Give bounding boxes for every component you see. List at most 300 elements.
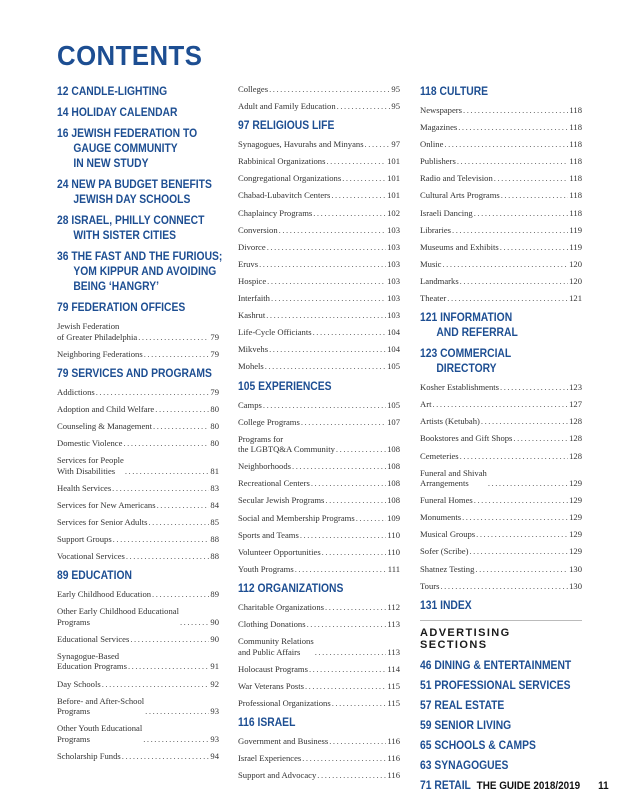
entry-page-number: 104 (387, 344, 400, 355)
advertising-item[interactable] (420, 677, 571, 693)
entry-page-number: 113 (387, 646, 400, 657)
toc-entry[interactable] (238, 344, 400, 355)
entry-page-number: 103 (387, 241, 400, 252)
toc-entry[interactable] (420, 156, 582, 167)
entry-page-number: 80 (210, 420, 219, 431)
entry-page-number: 115 (387, 697, 400, 708)
toc-entry[interactable] (238, 495, 400, 506)
entry-label-line: Bookstores and Gift Shops (420, 433, 513, 444)
toc-entry[interactable] (57, 589, 219, 600)
entry-label-line: Holocaust Programs (238, 663, 308, 674)
advertising-label: SYNAGOGUES (434, 757, 509, 772)
entry-label-line: Israel Experiences (238, 753, 302, 764)
entry-page-number: 118 (569, 190, 582, 201)
entry-label-line: Musical Groups (420, 529, 476, 540)
entry-page-number: 118 (569, 207, 582, 218)
toc-entry[interactable] (238, 664, 400, 675)
toc-entry[interactable] (238, 173, 400, 184)
entry-label-line: Programs for (238, 433, 284, 444)
toc-entry[interactable] (57, 455, 219, 476)
entry-label (238, 208, 312, 219)
toc-entry[interactable] (57, 438, 219, 449)
section-heading[interactable] (57, 568, 196, 583)
dot-leader (462, 512, 568, 523)
section-title-line: EXPERIENCES (258, 378, 332, 393)
dot-leader (266, 310, 386, 321)
dot-leader (475, 564, 568, 575)
dot-leader (102, 679, 210, 690)
toc-entry[interactable] (420, 581, 582, 592)
section-heading[interactable] (57, 365, 212, 381)
entry-label (238, 530, 299, 541)
entry-label (57, 679, 101, 690)
entry-label-line: Adult and Family Education (238, 101, 336, 112)
toc-entry[interactable] (238, 310, 400, 321)
entry-label (238, 770, 316, 781)
dot-leader (112, 483, 209, 494)
section-page-number: 12 (57, 84, 69, 98)
entry-label-line: Cultural Arts Programs (420, 190, 500, 201)
toc-entry[interactable] (57, 651, 219, 672)
dot-leader (513, 433, 568, 444)
toc-entry[interactable] (57, 404, 219, 415)
entry-label (420, 451, 459, 462)
entry-label (57, 634, 129, 645)
entry-label-line: Shatnez Testing (420, 563, 475, 574)
toc-entry[interactable] (420, 433, 582, 444)
entry-label (57, 387, 95, 398)
entry-label-line: Mikvehs (238, 344, 269, 355)
advertising-item[interactable] (420, 718, 559, 733)
entry-label (238, 495, 324, 506)
section-title-line: FEDERATION OFFICES (71, 300, 186, 314)
dot-leader (325, 602, 386, 613)
entry-label (57, 606, 179, 627)
advertising-page-number: 59 (420, 717, 432, 732)
dot-leader (128, 661, 209, 672)
entry-label-line: Government and Business (238, 736, 329, 746)
section-title-line: DIRECTORY (436, 361, 497, 376)
entry-page-number: 108 (387, 495, 400, 506)
dot-leader (295, 564, 387, 575)
entry-label (420, 242, 499, 253)
toc-entry[interactable] (238, 636, 400, 657)
dot-leader (143, 734, 209, 745)
entry-label-line: Life-Cycle Officiants (238, 327, 312, 338)
dot-leader (494, 173, 569, 184)
toc-entry[interactable] (238, 84, 400, 95)
advertising-list (420, 658, 582, 793)
section-title-line: JEWISH FEDERATION TO (71, 126, 198, 140)
toc-entry[interactable] (238, 400, 400, 411)
toc-entry[interactable] (57, 634, 219, 645)
section-heading[interactable] (57, 300, 196, 315)
entry-label (57, 534, 112, 545)
entry-label (57, 438, 122, 449)
dot-leader (138, 332, 209, 343)
section-title-line: ISRAEL, PHILLY CONNECT (71, 213, 205, 227)
advertising-label: RETAIL (434, 777, 471, 792)
toc-entry[interactable] (420, 495, 582, 506)
entry-label (420, 512, 461, 523)
dot-leader (500, 382, 568, 393)
toc-entry[interactable] (420, 546, 582, 557)
entry-label-line: Sports and Teams (238, 529, 299, 540)
toc-entry[interactable] (57, 387, 219, 398)
entry-label-line: Social and Membership Programs (238, 512, 355, 523)
toc-entry[interactable] (420, 416, 582, 427)
toc-entry[interactable] (238, 156, 400, 167)
toc-entry[interactable] (238, 417, 400, 428)
toc-entry[interactable] (420, 382, 582, 393)
entry-label (420, 529, 475, 540)
entry-label (420, 416, 480, 427)
advertising-item[interactable] (420, 758, 559, 773)
toc-entry[interactable] (57, 723, 219, 744)
section-title-line: INDEX (440, 597, 472, 612)
advertising-label: SCHOOLS & CAMPS (434, 737, 536, 752)
toc-entry[interactable] (238, 564, 400, 575)
section-page-number: 36 (57, 249, 69, 263)
entry-label (238, 478, 310, 489)
entry-label-line: Other Early Childhood Educational (57, 606, 179, 617)
toc-entry[interactable] (238, 276, 400, 287)
entry-label-line: Kashrut (238, 310, 266, 321)
toc-column-2 (238, 84, 400, 787)
dot-leader (457, 156, 569, 167)
entry-page-number: 80 (210, 403, 219, 414)
entry-label-line: of Greater Philadelphia (57, 331, 138, 342)
toc-entry[interactable] (238, 619, 400, 630)
toc-entry[interactable] (238, 530, 400, 541)
entry-label-line: Domestic Violence (57, 437, 123, 448)
entry-label-line: Radio and Television (420, 173, 493, 184)
toc-entry[interactable] (238, 101, 400, 112)
entry-page-number: 81 (210, 465, 219, 476)
entry-label-line: Colleges (238, 84, 269, 94)
entry-label-line: Community Relations (238, 636, 314, 647)
entry-page-number: 129 (569, 512, 582, 523)
entry-page-number: 116 (387, 770, 400, 781)
entry-label (238, 327, 312, 338)
entry-page-number: 92 (210, 678, 219, 689)
advertising-page-number: 63 (420, 757, 432, 772)
toc-entry[interactable] (420, 259, 582, 270)
entry-label-line: Synagogue-Based (57, 650, 120, 661)
toc-entry[interactable] (57, 534, 219, 545)
toc-entry[interactable] (420, 564, 582, 575)
entry-label-line: Monuments (420, 512, 462, 523)
dot-leader (292, 461, 386, 472)
entry-page-number: 107 (387, 416, 400, 427)
toc-entry[interactable] (57, 483, 219, 494)
advertising-item[interactable] (420, 738, 559, 753)
section-heading[interactable] (238, 581, 377, 596)
section-heading[interactable] (57, 213, 205, 243)
entry-label-line: Secular Jewish Programs (238, 495, 325, 506)
entry-label (57, 651, 127, 672)
entry-label (238, 101, 336, 112)
toc-entry[interactable] (238, 513, 400, 524)
dot-leader (325, 495, 386, 506)
entry-page-number: 79 (210, 331, 219, 342)
entry-label-line: Services for People (57, 455, 124, 466)
toc-entry[interactable] (57, 500, 219, 511)
advertising-page-number: 57 (420, 697, 432, 712)
entry-page-number: 105 (387, 399, 400, 410)
entry-label-line: Artists (Ketubah) (420, 416, 480, 427)
toc-entry[interactable] (57, 517, 219, 528)
entry-page-number: 110 (387, 529, 400, 540)
section-page-number: 16 (57, 126, 69, 140)
entry-page-number: 114 (387, 663, 400, 674)
toc-entry[interactable] (57, 606, 219, 627)
entry-page-number: 104 (387, 327, 400, 338)
toc-column-3-list (420, 84, 582, 613)
entry-page-number: 116 (387, 736, 400, 746)
entry-page-number: 95 (391, 84, 400, 94)
toc-entry[interactable] (420, 173, 582, 184)
toc-entry[interactable] (420, 512, 582, 523)
section-heading[interactable] (57, 177, 212, 207)
toc-entry[interactable] (238, 770, 400, 781)
entry-label (420, 139, 443, 150)
entry-label-line: Charitable Organizations (238, 601, 324, 612)
entry-page-number: 129 (569, 529, 582, 540)
entry-label (420, 293, 446, 304)
section-heading[interactable] (420, 346, 559, 376)
section-page-number: 112 (238, 580, 255, 595)
entry-label-line: Chabad-Lubavitch Centers (238, 190, 331, 201)
section-heading[interactable] (57, 249, 223, 294)
dot-leader (279, 225, 386, 236)
advertising-page-number: 46 (420, 657, 432, 672)
section-page-number: 79 (57, 365, 69, 380)
entry-label-line: the LGBTQ&A Community (238, 444, 335, 455)
dot-leader (126, 551, 210, 562)
entry-label (420, 208, 473, 219)
toc-entry[interactable] (238, 736, 400, 747)
entry-label (238, 513, 355, 524)
toc-entry[interactable] (420, 122, 582, 133)
toc-entry[interactable] (57, 321, 219, 342)
entry-page-number: 115 (387, 680, 400, 691)
section-page-number: 123 (420, 346, 438, 361)
section-title-line: AND REFERRAL (436, 325, 518, 340)
toc-entry[interactable] (238, 242, 400, 253)
toc-entry[interactable] (420, 468, 582, 489)
toc-entry[interactable] (238, 681, 400, 692)
toc-entry[interactable] (57, 551, 219, 562)
dot-leader (460, 276, 568, 287)
entry-label-line: Sofer (Scribe) (420, 546, 469, 557)
toc-entry[interactable] (420, 276, 582, 287)
toc-entry[interactable] (238, 698, 400, 709)
entry-label-line: Eruvs (238, 258, 259, 269)
entry-label-line: Services for Senior Adults (57, 516, 148, 527)
entry-label (57, 751, 121, 762)
toc-entry[interactable] (238, 190, 400, 201)
dot-leader (123, 438, 209, 449)
entry-page-number: 103 (387, 275, 400, 286)
dot-leader (263, 400, 386, 411)
toc-entry[interactable] (420, 451, 582, 462)
section-heading[interactable] (420, 598, 559, 613)
section-page-number: 28 (57, 213, 69, 227)
section-heading[interactable] (57, 126, 196, 171)
entry-label-line: Museums and Exhibits (420, 241, 499, 252)
toc-entry[interactable] (238, 293, 400, 304)
entry-label-line: Counseling & Management (57, 420, 152, 431)
entry-label-line: Adoption and Child Welfare (57, 403, 155, 414)
section-title-line: IN NEW STUDY (73, 156, 149, 170)
section-page-number: 116 (238, 715, 255, 729)
section-heading[interactable] (57, 105, 196, 120)
dot-leader (442, 259, 568, 270)
advertising-heading: ADVERTISING SECTIONS (420, 626, 511, 651)
entry-label-line: and Public Affairs (238, 646, 301, 657)
toc-entry[interactable] (420, 139, 582, 150)
toc-entry[interactable] (238, 139, 400, 150)
dot-leader (476, 529, 568, 540)
dot-leader (113, 534, 210, 545)
toc-entry[interactable] (238, 602, 400, 613)
section-title-line: COMMERCIAL (440, 346, 512, 361)
entry-label (57, 517, 147, 528)
toc-entry[interactable] (238, 753, 400, 764)
dot-leader (447, 293, 568, 304)
toc-entry[interactable] (238, 547, 400, 558)
section-page-number: 105 (238, 378, 256, 393)
dot-leader (122, 751, 210, 762)
toc-entry[interactable] (420, 529, 582, 540)
section-heading[interactable] (420, 84, 559, 99)
section-heading[interactable] (238, 379, 377, 394)
entry-label-line: Education Programs (57, 661, 127, 672)
entry-label-line: Online (420, 139, 444, 150)
page-number: 11 (598, 780, 609, 792)
toc-entry[interactable] (420, 105, 582, 116)
section-heading[interactable] (238, 118, 377, 133)
entry-label (238, 602, 324, 613)
toc-entry[interactable] (57, 421, 219, 432)
entry-label-line: With Disabilities (57, 465, 116, 476)
entry-page-number: 103 (387, 258, 400, 269)
toc-entry[interactable] (238, 434, 400, 455)
entry-label (238, 84, 268, 95)
entry-page-number: 116 (387, 753, 400, 764)
entry-page-number: 80 (210, 437, 219, 448)
entry-page-number: 120 (569, 258, 582, 269)
dot-leader (458, 122, 568, 133)
entry-page-number: 129 (569, 478, 582, 489)
section-title-line: THE FAST AND THE FURIOUS; (71, 249, 223, 263)
advertising-item[interactable] (420, 698, 559, 713)
entry-page-number: 101 (387, 190, 400, 201)
section-title-line: BEING ‘HANGRY’ (73, 279, 159, 293)
section-page-number: 24 (57, 177, 69, 191)
section-page-number: 14 (57, 105, 69, 119)
entry-label-line: Theater (420, 293, 447, 304)
advertising-label: PROFESSIONAL SERVICES (434, 677, 571, 692)
entry-label-line: Programs (57, 616, 90, 627)
dot-leader (313, 208, 386, 219)
dot-leader (300, 530, 387, 541)
toc-entry[interactable] (57, 696, 219, 717)
entry-label-line: Recreational Centers (238, 478, 310, 489)
entry-label (57, 483, 111, 494)
toc-entry[interactable] (238, 225, 400, 236)
entry-page-number: 128 (569, 416, 582, 427)
entry-page-number: 130 (569, 580, 582, 591)
toc-entry[interactable] (420, 399, 582, 410)
toc-entry[interactable] (420, 293, 582, 304)
dot-leader (329, 736, 386, 747)
entry-label-line: Funeral and Shivah (420, 467, 487, 478)
toc-entry[interactable] (238, 361, 400, 372)
toc-entry[interactable] (238, 327, 400, 338)
entry-label-line: Interfaith (238, 293, 270, 304)
toc-entry[interactable] (238, 461, 400, 472)
section-heading[interactable] (57, 84, 196, 99)
section-heading[interactable] (420, 310, 559, 340)
entry-page-number: 79 (210, 386, 219, 397)
entry-label (238, 190, 330, 201)
entry-label (238, 736, 328, 747)
entry-page-number: 118 (569, 139, 582, 150)
dot-leader (302, 753, 386, 764)
dot-leader (336, 444, 386, 455)
dot-leader (460, 451, 568, 462)
section-heading[interactable] (238, 715, 377, 730)
toc-entry[interactable] (57, 751, 219, 762)
entry-label-line: Rabbinical Organizations (238, 156, 326, 167)
entry-page-number: 103 (387, 310, 400, 321)
toc-entry[interactable] (420, 190, 582, 201)
dot-leader (474, 495, 568, 506)
dot-leader (311, 478, 386, 489)
dot-leader (125, 466, 210, 477)
section-title-line: NEW PA BUDGET BENEFITS (71, 177, 212, 191)
toc-entry[interactable] (420, 242, 582, 253)
dot-leader (259, 259, 386, 270)
entry-page-number: 118 (569, 156, 582, 167)
section-title-line: YOM KIPPUR AND AVOIDING (73, 264, 217, 278)
toc-entry[interactable] (420, 225, 582, 236)
section-title-line: EDUCATION (71, 568, 132, 583)
entry-label (238, 344, 268, 355)
entry-page-number: 130 (569, 563, 582, 574)
toc-entry[interactable] (57, 349, 219, 360)
advertising-item[interactable] (420, 657, 572, 673)
dot-leader (474, 208, 569, 219)
entry-label (238, 547, 321, 558)
toc-entry[interactable] (238, 478, 400, 489)
entry-page-number: 111 (387, 563, 400, 574)
entry-label-line: Publishers (420, 156, 456, 167)
toc-entry[interactable] (57, 679, 219, 690)
entry-page-number: 93 (210, 706, 219, 717)
toc-entry[interactable] (238, 208, 400, 219)
entry-label-line: Funeral Homes (420, 495, 473, 506)
entry-label (238, 681, 304, 692)
entry-label-line: Camps (238, 399, 262, 410)
toc-entry[interactable] (238, 259, 400, 270)
toc-entry[interactable] (420, 208, 582, 219)
dot-leader (271, 293, 386, 304)
entry-label (238, 400, 262, 411)
entry-page-number: 108 (387, 444, 400, 455)
